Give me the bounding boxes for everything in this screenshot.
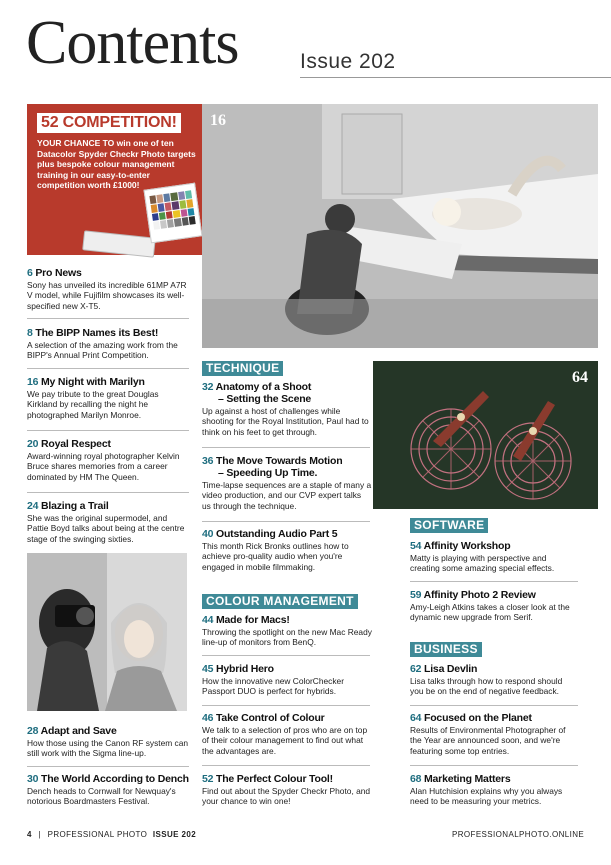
- entry-title: Focused on the Planet: [424, 712, 532, 724]
- contents-entry[interactable]: [27, 327, 189, 361]
- contents-entry[interactable]: [410, 540, 578, 574]
- entry-description: Up against a host of challenges while shooting for the Royal Institution, Paul had to think on his feet to get through.: [202, 406, 369, 437]
- contents-entry[interactable]: [202, 455, 372, 511]
- entry-page-number: 62: [410, 663, 422, 675]
- divider: [202, 705, 370, 706]
- entry-title: Anatomy of a Shoot: [215, 381, 312, 393]
- divider: [27, 766, 189, 767]
- divider: [27, 318, 189, 319]
- footer-website[interactable]: PROFESSIONALPHOTO.ONLINE: [452, 830, 585, 839]
- divider: [410, 765, 578, 766]
- entry-title: Made for Macs!: [216, 614, 290, 626]
- entry-title: Adapt and Save: [40, 725, 117, 737]
- divider: [27, 430, 189, 431]
- contents-entry[interactable]: [202, 663, 372, 697]
- competition-box[interactable]: [27, 104, 202, 255]
- entry-page-number: 64: [410, 712, 422, 724]
- section-software: SOFTWARE: [410, 518, 488, 533]
- divider: [27, 492, 189, 493]
- section-business: BUSINESS: [410, 642, 482, 657]
- entry-description: Alan Hutchision explains why you always need to be measuring your metrics.: [410, 786, 563, 807]
- entry-page-number: 6: [27, 267, 33, 279]
- entry-title: The Move Towards Motion: [216, 455, 343, 467]
- pattie-boyd-photo: [27, 553, 187, 711]
- contents-entry[interactable]: [27, 438, 189, 482]
- colour-checker-image: [143, 183, 202, 244]
- contents-entry[interactable]: [202, 712, 372, 756]
- title-divider: [300, 77, 611, 78]
- divider: [202, 521, 370, 522]
- contents-entry[interactable]: [202, 528, 372, 572]
- entry-description: She was the original supermodel, and Pattie Boyd talks about being at the centre stage of the swinging sixties.: [27, 513, 185, 544]
- contents-entry[interactable]: [410, 589, 578, 623]
- entry-page-number: 40: [202, 528, 214, 540]
- entry-description: Throwing the spotlight on the new Mac Ready line-up of monitors from BenQ.: [202, 627, 372, 648]
- entry-title: Lisa Devlin: [424, 663, 478, 675]
- entry-description: How those using the Canon RF system can still work with the Sigma line-up.: [27, 738, 189, 759]
- entry-description: Matty is playing with perspective and creating some amazing special effects.: [410, 553, 555, 574]
- photo-page-number: 16: [210, 112, 226, 129]
- entry-description: Amy-Leigh Atkins takes a closer look at the dynamic new upgrade from Serif.: [410, 602, 570, 623]
- entry-page-number: 28: [27, 725, 39, 737]
- contents-entry[interactable]: [410, 712, 578, 756]
- entry-page-number: 54: [410, 540, 422, 552]
- entry-title: Pro News: [35, 267, 82, 279]
- page-title: Contents: [26, 9, 239, 77]
- contents-entry[interactable]: [27, 725, 189, 759]
- entry-page-number: 8: [27, 327, 33, 339]
- divider: [202, 655, 370, 656]
- entry-title: The World According to Dench: [41, 773, 189, 785]
- entry-title: Take Control of Colour: [216, 712, 325, 724]
- footer-issue: ISSUE 202: [152, 830, 197, 839]
- entry-description: A selection of the amazing work from the BIPP's Annual Print Competition.: [27, 340, 178, 361]
- entry-page-number: 44: [202, 614, 214, 626]
- entry-title: Hybrid Hero: [216, 663, 274, 675]
- competition-heading: [37, 113, 181, 133]
- entry-description: How the innovative new ColorChecker Passport DUO is perfect for hybrids.: [202, 676, 344, 697]
- footer-left: [27, 830, 196, 839]
- photo-page-number: 64: [572, 369, 588, 386]
- section-technique: TECHNIQUE: [202, 361, 283, 376]
- entry-description: Time-lapse sequences are a staple of many a video production, and our CVP expert talks us through the technique.: [202, 480, 372, 511]
- entry-title: Affinity Workshop: [423, 540, 511, 552]
- contents-entry[interactable]: [27, 500, 189, 544]
- footer-magazine-name: PROFESSIONAL PHOTO: [47, 830, 148, 839]
- entry-description: This month Rick Bronks outlines how to achieve pro-quality audio when you're engaged in mobile filmmaking.: [202, 541, 349, 572]
- entry-title: Affinity Photo 2 Review: [423, 589, 536, 601]
- section-colour-management: COLOUR MANAGEMENT: [202, 594, 358, 609]
- entry-page-number: 32: [202, 381, 214, 393]
- entry-title: Marketing Matters: [424, 773, 511, 785]
- footer-separator: |: [38, 830, 41, 839]
- contents-entry[interactable]: [410, 773, 578, 807]
- contents-entry[interactable]: [27, 267, 189, 311]
- competition-title: COMPETITION!: [62, 114, 177, 131]
- entry-description: Sony has unveiled its incredible 61MP A7R V model, while Fujifilm showcases its well-specified new X-T5.: [27, 280, 187, 311]
- entry-title: The Perfect Colour Tool!: [216, 773, 333, 785]
- footer-page-number: 4: [27, 830, 32, 839]
- entry-description: Results of Environmental Photographer of the Year are announced soon, and we're featuring some top entries.: [410, 725, 566, 756]
- contents-entry[interactable]: [27, 773, 189, 807]
- entry-page-number: 24: [27, 500, 39, 512]
- entry-page-number: 30: [27, 773, 39, 785]
- entry-title: Outstanding Audio Part 5: [216, 528, 338, 540]
- entry-page-number: 16: [27, 376, 39, 388]
- entry-description: Award-winning royal photographer Kelvin Bruce shares memories from a career dominated by HM The Queen.: [27, 451, 180, 482]
- entry-subtitle: – Setting the Scene: [218, 393, 312, 405]
- contents-entry[interactable]: [27, 376, 189, 420]
- contents-entry[interactable]: [410, 663, 578, 697]
- entry-subtitle: – Speeding Up Time.: [218, 467, 318, 479]
- entry-page-number: 59: [410, 589, 422, 601]
- entry-page-number: 46: [202, 712, 214, 724]
- entry-description: Lisa talks through how to respond should you be on the end of negative feedback.: [410, 676, 563, 697]
- entry-page-number: 36: [202, 455, 214, 467]
- colour-palette-image: [82, 230, 156, 257]
- divider: [27, 368, 189, 369]
- contents-entry[interactable]: [202, 773, 372, 807]
- entry-description: We talk to a selection of pros who are on top of their colour management to find out what the advantages are.: [202, 725, 368, 756]
- entry-description: Dench heads to Cornwall for Newquay's notorious Boardmasters Festival.: [27, 786, 176, 807]
- entry-page-number: 52: [202, 773, 214, 785]
- entry-title: My Night with Marilyn: [41, 376, 145, 388]
- issue-label: Issue 202: [300, 50, 396, 73]
- competition-page-number: 52: [41, 114, 59, 131]
- entry-page-number: 68: [410, 773, 422, 785]
- fishing-boats-photo: [373, 361, 598, 509]
- contents-entry[interactable]: [202, 614, 372, 648]
- contents-entry[interactable]: [202, 381, 372, 437]
- divider: [410, 705, 578, 706]
- divider: [202, 765, 370, 766]
- entry-title: Royal Respect: [41, 438, 111, 450]
- entry-title: The BIPP Names its Best!: [35, 327, 159, 339]
- entry-page-number: 20: [27, 438, 39, 450]
- divider: [202, 447, 370, 448]
- divider: [410, 581, 578, 582]
- entry-title: Blazing a Trail: [41, 500, 109, 512]
- competition-text: YOUR CHANCE TO win one of ten Datacolor Spyder Checkr Photo targets plus bespoke colour management training in our easy-to-enter competition worth £1000!: [37, 138, 196, 191]
- marilyn-photo: [202, 104, 598, 348]
- entry-page-number: 45: [202, 663, 214, 675]
- entry-description: Find out about the Spyder Checkr Photo, and your chance to win one!: [202, 786, 371, 807]
- entry-description: We pay tribute to the great Douglas Kirkland by recalling the night he photographed Marilyn Monroe.: [27, 389, 159, 420]
